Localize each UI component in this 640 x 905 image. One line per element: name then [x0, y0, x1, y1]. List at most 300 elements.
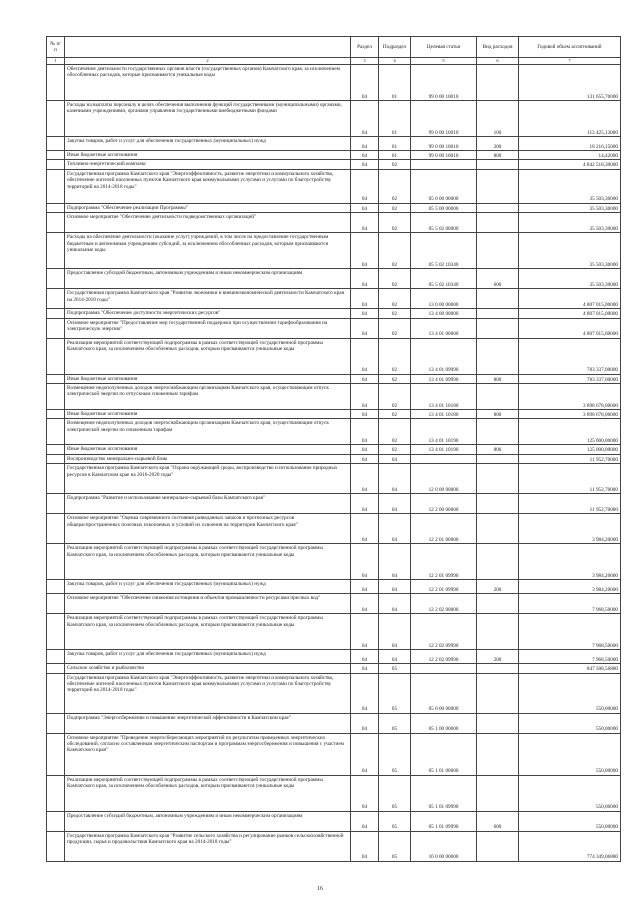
cell-number — [47, 673, 65, 713]
cell-expense-type — [477, 544, 519, 580]
cell-number — [47, 151, 65, 160]
cell-expense-type — [477, 733, 519, 775]
cell-name: Иные бюджетные ассигнования — [65, 374, 351, 383]
cell-expense-type: 200 — [477, 137, 519, 151]
cell-expense-type — [477, 594, 519, 614]
cell-razdel: 04 — [351, 673, 379, 713]
cell-expense-type: 800 — [477, 445, 519, 454]
cell-razdel: 04 — [351, 544, 379, 580]
cell-target-article: 12 2 02 09990 — [411, 650, 477, 664]
table-row — [47, 664, 621, 673]
header-row — [47, 37, 621, 58]
cell-number — [47, 160, 65, 169]
table-row — [47, 733, 621, 775]
cell-expense-type — [477, 213, 519, 233]
cell-razdel: 04 — [351, 664, 379, 673]
cell-annual-amount: 783 337,00000 — [519, 338, 621, 374]
cell-expense-type: 800 — [477, 374, 519, 383]
cell-podrazdel: 02 — [379, 289, 411, 309]
cell-expense-type: 200 — [477, 650, 519, 664]
table-row — [47, 494, 621, 514]
column-number: 1 — [47, 58, 65, 65]
cell-podrazdel: 05 — [379, 673, 411, 713]
cell-razdel: 04 — [351, 289, 379, 309]
cell-name: Подпрограмма "Развитие и использование минерально-сырьевой базы Камчатского края" — [65, 494, 351, 514]
cell-number — [47, 384, 65, 410]
table-row — [47, 65, 621, 101]
cell-podrazdel: 01 — [379, 65, 411, 101]
cell-podrazdel: 02 — [379, 410, 411, 419]
cell-target-article: 99 0 00 10010 — [411, 151, 477, 160]
cell-razdel: 04 — [351, 464, 379, 494]
cell-razdel: 04 — [351, 203, 379, 212]
cell-number — [47, 419, 65, 445]
cell-razdel: 04 — [351, 233, 379, 269]
cell-annual-amount: 11 952,70000 — [519, 464, 621, 494]
cell-target-article: 05 0 00 00000 — [411, 169, 477, 203]
header-name — [65, 37, 351, 58]
table-row — [47, 419, 621, 445]
cell-expense-type — [477, 289, 519, 309]
cell-number — [47, 713, 65, 733]
cell-target-article: 05 1 01 09990 — [411, 811, 477, 831]
cell-razdel: 04 — [351, 650, 379, 664]
cell-annual-amount: 3 898 678,00000 — [519, 410, 621, 419]
cell-podrazdel: 04 — [379, 580, 411, 594]
cell-name: Возмещение недополученных доходов энергоснабжающим организациям Камчатского края, осуществляющим отпуск электрической энергии по сниженным тарифам — [65, 419, 351, 445]
column-number-row — [47, 58, 621, 65]
cell-target-article — [411, 454, 477, 463]
table-row — [47, 775, 621, 811]
cell-target-article: 13 4 01 10190 — [411, 419, 477, 445]
table-body — [47, 65, 621, 862]
table-row — [47, 614, 621, 650]
cell-number — [47, 65, 65, 101]
cell-annual-amount: 113 425,13000 — [519, 101, 621, 137]
cell-name: Расходы на выплаты персоналу в целях обеспечения выполнения функций государственными (муниципальными) органами, казенными учреждениями, органами управления государственными внебюджетными фондами — [65, 101, 351, 137]
cell-expense-type — [477, 713, 519, 733]
cell-podrazdel: 02 — [379, 203, 411, 212]
cell-target-article: 13 4 01 10190 — [411, 445, 477, 454]
cell-name: Закупка товаров, работ и услуг для обеспечения государственных (муниципальных) нужд — [65, 137, 351, 151]
cell-expense-type — [477, 203, 519, 212]
cell-annual-amount: 783 337,00000 — [519, 374, 621, 383]
header-razdel: Раздел — [351, 37, 379, 58]
cell-expense-type — [477, 514, 519, 544]
cell-annual-amount: 125 000,00000 — [519, 445, 621, 454]
cell-annual-amount: 550,00000 — [519, 733, 621, 775]
cell-annual-amount: 14,42000 — [519, 151, 621, 160]
cell-target-article: 05 5 02 10340 — [411, 233, 477, 269]
cell-number — [47, 289, 65, 309]
cell-annual-amount: 4 807 015,00000 — [519, 309, 621, 318]
cell-name: Основное мероприятие "Обеспечение снижения истощения и объектов промышленности ресурсами пресных вод" — [65, 594, 351, 614]
cell-name: Основное мероприятие "Предоставление мер государственной поддержки при осуществлении тарифообразования на электрическую энергию" — [65, 318, 351, 338]
table-row — [47, 464, 621, 494]
header-podrazdel: Подраздел — [379, 37, 411, 58]
cell-annual-amount: 7 968,50000 — [519, 650, 621, 664]
cell-name: Обеспечение деятельности государственных органов власти (государственных органов) Камчатского края, за исключением обособленных расходов, которые присваиваются уникальные коды — [65, 65, 351, 101]
table-row — [47, 594, 621, 614]
cell-target-article: 99 0 00 10010 — [411, 65, 477, 101]
table-row — [47, 514, 621, 544]
cell-podrazdel: 02 — [379, 309, 411, 318]
cell-number — [47, 733, 65, 775]
table-row — [47, 650, 621, 664]
cell-annual-amount: 550,00000 — [519, 673, 621, 713]
cell-target-article: 05 1 01 00000 — [411, 733, 477, 775]
table-row — [47, 269, 621, 289]
cell-razdel: 04 — [351, 811, 379, 831]
cell-razdel: 04 — [351, 614, 379, 650]
cell-annual-amount: 35 503,30000 — [519, 169, 621, 203]
cell-number — [47, 318, 65, 338]
cell-expense-type — [477, 614, 519, 650]
cell-expense-type — [477, 464, 519, 494]
table-row — [47, 544, 621, 580]
cell-podrazdel: 02 — [379, 233, 411, 269]
cell-razdel: 04 — [351, 494, 379, 514]
cell-razdel: 04 — [351, 775, 379, 811]
cell-expense-type — [477, 233, 519, 269]
cell-podrazdel: 02 — [379, 338, 411, 374]
cell-podrazdel: 05 — [379, 733, 411, 775]
cell-podrazdel: 02 — [379, 318, 411, 338]
cell-expense-type — [477, 309, 519, 318]
cell-razdel: 04 — [351, 580, 379, 594]
cell-expense-type — [477, 664, 519, 673]
header-target-article: Целевая статья — [411, 37, 477, 58]
cell-razdel: 04 — [351, 733, 379, 775]
cell-expense-type — [477, 673, 519, 713]
cell-name: Иные бюджетные ассигнования — [65, 151, 351, 160]
cell-razdel: 04 — [351, 514, 379, 544]
cell-target-article: 12 2 01 09990 — [411, 544, 477, 580]
column-number: 4 — [379, 58, 411, 65]
cell-expense-type: 600 — [477, 269, 519, 289]
header-annual-amount: Годовой объем ассигнований — [519, 37, 621, 58]
cell-expense-type: 800 — [477, 410, 519, 419]
cell-podrazdel: 05 — [379, 775, 411, 811]
header-number: № п/п — [47, 37, 65, 58]
cell-expense-type: 600 — [477, 811, 519, 831]
cell-annual-amount: 7 968,50000 — [519, 614, 621, 650]
table-row — [47, 410, 621, 419]
cell-target-article: 13 4 01 10180 — [411, 384, 477, 410]
cell-expense-type — [477, 454, 519, 463]
cell-name: Основное мероприятие "Оценка современного состояния разведанных запасов и прогнозных ресурсов общераспространенных полезных ископаемых и условий их освоения на территории Камчатского края" — [65, 514, 351, 544]
cell-podrazdel: 04 — [379, 594, 411, 614]
cell-razdel: 04 — [351, 318, 379, 338]
cell-expense-type — [477, 318, 519, 338]
cell-razdel: 04 — [351, 410, 379, 419]
cell-razdel: 04 — [351, 384, 379, 410]
column-number: 3 — [351, 58, 379, 65]
cell-podrazdel: 04 — [379, 464, 411, 494]
cell-podrazdel: 04 — [379, 614, 411, 650]
table-row — [47, 309, 621, 318]
column-number: 7 — [519, 58, 621, 65]
table-row — [47, 811, 621, 831]
cell-number — [47, 410, 65, 419]
cell-annual-amount: 18 216,15000 — [519, 137, 621, 151]
cell-podrazdel: 04 — [379, 454, 411, 463]
column-number: 5 — [411, 58, 477, 65]
cell-podrazdel: 04 — [379, 650, 411, 664]
cell-razdel: 04 — [351, 151, 379, 160]
cell-target-article: 99 0 00 10010 — [411, 137, 477, 151]
cell-podrazdel: 02 — [379, 384, 411, 410]
cell-annual-amount: 3 984,20000 — [519, 544, 621, 580]
table-row — [47, 445, 621, 454]
cell-annual-amount: 3 984,20000 — [519, 580, 621, 594]
cell-name: Государственная программа Камчатского края "Охрана окружающей среды, воспроизводство и использование природных ресурсов в Камчатском крае на 2016-2020 годы" — [65, 464, 351, 494]
cell-name: Реализация мероприятий соответствующей подпрограммы в рамках соответствующей государственной программы Камчатского края, за исключением обособленных расходов, которым присваиваются уникальные коды — [65, 775, 351, 811]
cell-number — [47, 650, 65, 664]
table-row — [47, 151, 621, 160]
cell-target-article: 12 0 00 00000 — [411, 464, 477, 494]
cell-name: Государственная программа Камчатского края "Энергоэффективность, развитие энергетики и коммунального хозяйства, обеспечение жителей населенных пунктов Камчатского края коммунальными услугами и услугами по благоустройству территорий на 2014-2018 годы" — [65, 673, 351, 713]
cell-target-article: 05 0 00 00000 — [411, 673, 477, 713]
cell-podrazdel: 02 — [379, 269, 411, 289]
cell-razdel: 04 — [351, 101, 379, 137]
table-row — [47, 673, 621, 713]
cell-number — [47, 338, 65, 374]
cell-name: Предоставление субсидий бюджетным, автономным учреждениям и иным некоммерческим организациям — [65, 269, 351, 289]
cell-name: Государственная программа Камчатского края "Энергоэффективность, развитие энергетики и коммунального хозяйства, обеспечение жителей населенных пунктов Камчатского края коммунальными услугами и услугами по благоустройству территорий на 2014-2018 годы" — [65, 169, 351, 203]
cell-expense-type — [477, 384, 519, 410]
cell-podrazdel: 02 — [379, 169, 411, 203]
table-row — [47, 137, 621, 151]
cell-name: Топливно-энергетический комплекс — [65, 160, 351, 169]
cell-target-article: 05 1 00 00000 — [411, 713, 477, 733]
cell-target-article — [411, 160, 477, 169]
cell-number — [47, 494, 65, 514]
cell-annual-amount: 7 968,50000 — [519, 594, 621, 614]
cell-number — [47, 664, 65, 673]
cell-podrazdel: 02 — [379, 160, 411, 169]
cell-target-article: 16 0 00 00000 — [411, 831, 477, 861]
table-row — [47, 318, 621, 338]
cell-annual-amount: 550,00000 — [519, 775, 621, 811]
cell-number — [47, 775, 65, 811]
cell-expense-type — [477, 831, 519, 861]
cell-annual-amount: 11 952,70000 — [519, 454, 621, 463]
cell-number — [47, 203, 65, 212]
cell-target-article: 13 4 01 09990 — [411, 374, 477, 383]
cell-number — [47, 514, 65, 544]
cell-name: Расходы на обеспечение деятельности (оказание услуг) учреждений, в том числе на предоставление государственным бюджетным и автономным учреждениям субсидий, за исключением обособленных расходов, которым присваиваются уникальные коды — [65, 233, 351, 269]
cell-annual-amount: 35 503,30000 — [519, 213, 621, 233]
cell-expense-type — [477, 775, 519, 811]
cell-razdel: 04 — [351, 713, 379, 733]
cell-podrazdel: 02 — [379, 445, 411, 454]
cell-razdel: 04 — [351, 454, 379, 463]
cell-target-article: 99 0 00 10010 — [411, 101, 477, 137]
cell-expense-type — [477, 494, 519, 514]
cell-razdel: 04 — [351, 445, 379, 454]
cell-annual-amount: 35 503,30000 — [519, 269, 621, 289]
table-row — [47, 213, 621, 233]
cell-annual-amount: 4 807 015,00000 — [519, 318, 621, 338]
cell-number — [47, 101, 65, 137]
cell-annual-amount: 774 349,06880 — [519, 831, 621, 861]
cell-target-article: 13 4 00 00000 — [411, 309, 477, 318]
column-number: 6 — [477, 58, 519, 65]
cell-razdel: 04 — [351, 169, 379, 203]
table-row — [47, 233, 621, 269]
cell-name: Закупка товаров, работ и услуг для обеспечения государственных (муниципальных) нужд — [65, 580, 351, 594]
cell-razdel: 04 — [351, 309, 379, 318]
cell-name: Реализация мероприятий соответствующей подпрограммы в рамках соответствующей государственной программы Камчатского края, за исключением обособленных расходов, которым присваиваются уникальные коды — [65, 544, 351, 580]
cell-podrazdel: 04 — [379, 494, 411, 514]
cell-number — [47, 594, 65, 614]
cell-target-article: 12 2 01 09990 — [411, 580, 477, 594]
cell-name: Основное мероприятие "Проведение энергосберегающих мероприятий по результатам проведенных энергетических обследований, согласно составленным энергетическим паспортам и программам энергосбережения и повышения с участием Камчатского края" — [65, 733, 351, 775]
cell-annual-amount: 3 984,20000 — [519, 514, 621, 544]
cell-target-article — [411, 664, 477, 673]
cell-number — [47, 213, 65, 233]
cell-razdel: 04 — [351, 269, 379, 289]
page-number: 16 — [317, 886, 323, 892]
cell-expense-type — [477, 338, 519, 374]
cell-expense-type — [477, 65, 519, 101]
table-row — [47, 160, 621, 169]
cell-name: Государственная программа Камчатского края "Развитие экономики и внешнеэкономической деятельности Камчатского края на 2014-2018 годы" — [65, 289, 351, 309]
cell-name: Основное мероприятие "Обеспечение деятельности подведомственных организаций" — [65, 213, 351, 233]
table-row — [47, 384, 621, 410]
table-row — [47, 338, 621, 374]
cell-podrazdel: 05 — [379, 713, 411, 733]
cell-podrazdel: 02 — [379, 213, 411, 233]
cell-number — [47, 831, 65, 861]
cell-podrazdel: 04 — [379, 514, 411, 544]
cell-annual-amount: 11 952,70000 — [519, 494, 621, 514]
cell-target-article: 12 2 02 09990 — [411, 614, 477, 650]
cell-number — [47, 445, 65, 454]
cell-annual-amount: 3 898 678,00000 — [519, 384, 621, 410]
cell-number — [47, 374, 65, 383]
cell-name: Возмещение недополученных доходов энергоснабжающим организациям Камчатского края, осуществляющим отпуск электрической энергии по отпускным сниженным тарифам — [65, 384, 351, 410]
cell-razdel: 04 — [351, 65, 379, 101]
cell-name: Иные бюджетные ассигнования — [65, 410, 351, 419]
cell-annual-amount: 550,00000 — [519, 811, 621, 831]
cell-expense-type — [477, 160, 519, 169]
cell-razdel: 04 — [351, 594, 379, 614]
cell-name: Подпрограмма "Обеспечение доступности энергетических ресурсов" — [65, 309, 351, 318]
cell-annual-amount: 35 503,30000 — [519, 203, 621, 212]
table-row — [47, 713, 621, 733]
cell-name: Закупка товаров, работ и услуг для обеспечения государственных (муниципальных) нужд — [65, 650, 351, 664]
cell-annual-amount: 4 842 518,30000 — [519, 160, 621, 169]
cell-number — [47, 137, 65, 151]
table-row — [47, 203, 621, 212]
cell-name: Иные бюджетные ассигнования — [65, 445, 351, 454]
cell-target-article: 05 1 01 09990 — [411, 775, 477, 811]
cell-number — [47, 269, 65, 289]
cell-podrazdel: 05 — [379, 664, 411, 673]
cell-annual-amount: 125 000,00000 — [519, 419, 621, 445]
cell-razdel: 04 — [351, 213, 379, 233]
cell-target-article: 13 0 00 00000 — [411, 289, 477, 309]
cell-expense-type: 100 — [477, 101, 519, 137]
cell-expense-type: 800 — [477, 151, 519, 160]
cell-number — [47, 811, 65, 831]
cell-number — [47, 544, 65, 580]
cell-expense-type — [477, 419, 519, 445]
table-row — [47, 831, 621, 861]
cell-podrazdel: 05 — [379, 811, 411, 831]
cell-annual-amount: 550,00000 — [519, 713, 621, 733]
header-expense-type: Вид расходов — [477, 37, 519, 58]
cell-number — [47, 614, 65, 650]
cell-target-article: 05 5 00 00000 — [411, 203, 477, 212]
cell-podrazdel: 02 — [379, 419, 411, 445]
cell-name: Сельское хозяйство и рыболовство — [65, 664, 351, 673]
cell-name: Воспроизводство минерально-сырьевой базы — [65, 454, 351, 463]
cell-razdel: 04 — [351, 831, 379, 861]
budget-table-sheet — [46, 36, 620, 862]
cell-number — [47, 464, 65, 494]
cell-podrazdel: 02 — [379, 374, 411, 383]
cell-name: Подпрограмма "Обеспечение реализации Программы" — [65, 203, 351, 212]
table-row — [47, 169, 621, 203]
cell-target-article: 12 2 02 00000 — [411, 594, 477, 614]
cell-annual-amount: 131 655,70000 — [519, 65, 621, 101]
table-row — [47, 454, 621, 463]
cell-target-article: 05 5 02 10340 — [411, 269, 477, 289]
cell-razdel: 04 — [351, 374, 379, 383]
cell-expense-type — [477, 169, 519, 203]
cell-podrazdel: 04 — [379, 544, 411, 580]
cell-target-article: 12 2 01 00000 — [411, 514, 477, 544]
table-row — [47, 580, 621, 594]
cell-podrazdel: 01 — [379, 101, 411, 137]
cell-target-article: 13 4 01 00000 — [411, 318, 477, 338]
cell-podrazdel: 01 — [379, 137, 411, 151]
table-row — [47, 374, 621, 383]
cell-podrazdel: 05 — [379, 831, 411, 861]
cell-number — [47, 580, 65, 594]
table-row — [47, 101, 621, 137]
cell-annual-amount: 35 503,30000 — [519, 233, 621, 269]
cell-razdel: 04 — [351, 160, 379, 169]
cell-target-article: 13 4 01 10180 — [411, 410, 477, 419]
cell-name: Предоставление субсидий бюджетным, автономным учреждениям и иным некоммерческим организациям — [65, 811, 351, 831]
cell-razdel: 04 — [351, 419, 379, 445]
cell-number — [47, 169, 65, 203]
cell-razdel: 04 — [351, 338, 379, 374]
cell-name: Подпрограмма "Энергосбережение и повышение энергетической эффективности в Камчатском крае" — [65, 713, 351, 733]
cell-expense-type: 200 — [477, 580, 519, 594]
cell-number — [47, 454, 65, 463]
cell-target-article: 13 4 01 09990 — [411, 338, 477, 374]
cell-podrazdel: 01 — [379, 151, 411, 160]
cell-name: Реализация мероприятий соответствующей подпрограммы в рамках соответствующей государственной программы Камчатского края, за исключением обособленных расходов, которым присваиваются уникальные коды — [65, 338, 351, 374]
table-row — [47, 289, 621, 309]
cell-number — [47, 309, 65, 318]
cell-target-article: 05 5 02 00000 — [411, 213, 477, 233]
cell-razdel: 04 — [351, 137, 379, 151]
column-number: 2 — [65, 58, 351, 65]
cell-number — [47, 233, 65, 269]
cell-annual-amount: 847 508,56880 — [519, 664, 621, 673]
cell-annual-amount: 4 807 015,00000 — [519, 289, 621, 309]
budget-table — [46, 36, 621, 862]
cell-name: Реализация мероприятий соответствующей подпрограммы в рамках соответствующей государственной программы Камчатского края, за исключением обособленных расходов, которым присваиваются уникальные коды — [65, 614, 351, 650]
cell-target-article: 12 2 00 00000 — [411, 494, 477, 514]
cell-name: Государственная программа Камчатского края "Развитие сельского хозяйства и регулирование рынков сельскохозяйственной продукции, сырья и продовольствия Камчатского края на 2014-2018 годы" — [65, 831, 351, 861]
